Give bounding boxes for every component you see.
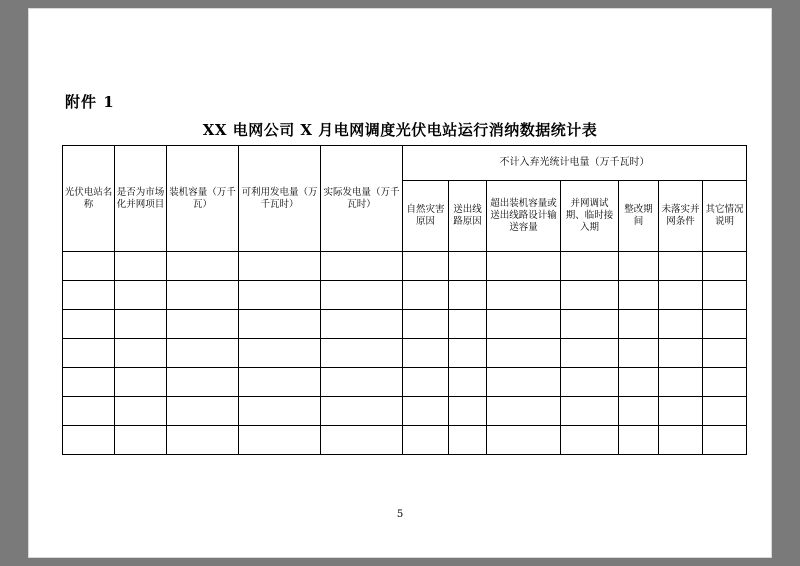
table-cell-station_name[interactable] bbox=[63, 252, 115, 281]
table-cell-market_grid_project[interactable] bbox=[115, 339, 167, 368]
table-cell-grid_commissioning[interactable] bbox=[561, 426, 619, 455]
table-cell-installed_capacity[interactable] bbox=[167, 339, 239, 368]
table-cell-rectification_period[interactable] bbox=[619, 426, 659, 455]
column-header-natural-disaster: 自然灾害原因 bbox=[403, 181, 449, 252]
table-cell-installed_capacity[interactable] bbox=[167, 368, 239, 397]
attachment-label: 附件 1 bbox=[65, 93, 115, 111]
table-cell-over_capacity[interactable] bbox=[487, 281, 561, 310]
table-cell-unfulfilled_conditions[interactable] bbox=[659, 252, 703, 281]
table-cell-station_name[interactable] bbox=[63, 426, 115, 455]
table-row bbox=[63, 397, 747, 426]
table-cell-other_notes[interactable] bbox=[703, 281, 747, 310]
table-cell-market_grid_project[interactable] bbox=[115, 281, 167, 310]
table-cell-outgoing_line[interactable] bbox=[449, 339, 487, 368]
column-header-other-notes: 其它情况说明 bbox=[703, 181, 747, 252]
page-number: 5 bbox=[396, 509, 404, 520]
table-cell-market_grid_project[interactable] bbox=[115, 252, 167, 281]
table-row bbox=[63, 310, 747, 339]
column-header-unfulfilled-conditions: 未落实并网条件 bbox=[659, 181, 703, 252]
table-cell-over_capacity[interactable] bbox=[487, 397, 561, 426]
table-cell-market_grid_project[interactable] bbox=[115, 310, 167, 339]
document-page bbox=[28, 8, 772, 558]
table-cell-natural_disaster[interactable] bbox=[403, 252, 449, 281]
table-cell-grid_commissioning[interactable] bbox=[561, 397, 619, 426]
table-cell-unfulfilled_conditions[interactable] bbox=[659, 397, 703, 426]
table-body bbox=[63, 252, 747, 455]
table-cell-installed_capacity[interactable] bbox=[167, 252, 239, 281]
table-row bbox=[63, 281, 747, 310]
table-cell-over_capacity[interactable] bbox=[487, 310, 561, 339]
table-row bbox=[63, 339, 747, 368]
table-header bbox=[63, 146, 747, 252]
table-cell-over_capacity[interactable] bbox=[487, 252, 561, 281]
table-cell-unfulfilled_conditions[interactable] bbox=[659, 310, 703, 339]
table-cell-grid_commissioning[interactable] bbox=[561, 252, 619, 281]
table-cell-rectification_period[interactable] bbox=[619, 252, 659, 281]
table-cell-market_grid_project[interactable] bbox=[115, 426, 167, 455]
table-cell-available_generation[interactable] bbox=[239, 281, 321, 310]
table-cell-natural_disaster[interactable] bbox=[403, 339, 449, 368]
table-cell-actual_generation[interactable] bbox=[321, 368, 403, 397]
table-cell-unfulfilled_conditions[interactable] bbox=[659, 339, 703, 368]
table-cell-over_capacity[interactable] bbox=[487, 426, 561, 455]
column-header-available-generation: 可利用发电量（万千瓦时） bbox=[239, 146, 321, 252]
table-cell-actual_generation[interactable] bbox=[321, 281, 403, 310]
table-cell-other_notes[interactable] bbox=[703, 397, 747, 426]
table-cell-outgoing_line[interactable] bbox=[449, 281, 487, 310]
table-cell-unfulfilled_conditions[interactable] bbox=[659, 368, 703, 397]
table-cell-market_grid_project[interactable] bbox=[115, 368, 167, 397]
table-cell-installed_capacity[interactable] bbox=[167, 397, 239, 426]
table-cell-over_capacity[interactable] bbox=[487, 368, 561, 397]
table-cell-unfulfilled_conditions[interactable] bbox=[659, 426, 703, 455]
table-cell-natural_disaster[interactable] bbox=[403, 281, 449, 310]
column-group-header-excluded-curtailment: 不计入弃光统计电量（万千瓦时） bbox=[403, 146, 747, 181]
table-cell-rectification_period[interactable] bbox=[619, 281, 659, 310]
table-cell-rectification_period[interactable] bbox=[619, 397, 659, 426]
table-cell-natural_disaster[interactable] bbox=[403, 368, 449, 397]
table-cell-grid_commissioning[interactable] bbox=[561, 339, 619, 368]
statistics-table-container bbox=[62, 145, 744, 455]
table-cell-actual_generation[interactable] bbox=[321, 252, 403, 281]
table-header-row-1 bbox=[63, 146, 747, 181]
table-cell-installed_capacity[interactable] bbox=[167, 426, 239, 455]
table-cell-available_generation[interactable] bbox=[239, 339, 321, 368]
table-cell-station_name[interactable] bbox=[63, 368, 115, 397]
column-header-actual-generation: 实际发电量（万千瓦时） bbox=[321, 146, 403, 252]
table-cell-unfulfilled_conditions[interactable] bbox=[659, 281, 703, 310]
table-cell-grid_commissioning[interactable] bbox=[561, 310, 619, 339]
table-cell-market_grid_project[interactable] bbox=[115, 397, 167, 426]
table-cell-station_name[interactable] bbox=[63, 281, 115, 310]
table-cell-other_notes[interactable] bbox=[703, 252, 747, 281]
table-row bbox=[63, 368, 747, 397]
column-header-market-grid-project: 是否为市场化并网项目 bbox=[115, 146, 167, 252]
table-cell-other_notes[interactable] bbox=[703, 339, 747, 368]
table-cell-station_name[interactable] bbox=[63, 339, 115, 368]
table-cell-available_generation[interactable] bbox=[239, 426, 321, 455]
table-cell-outgoing_line[interactable] bbox=[449, 310, 487, 339]
table-cell-rectification_period[interactable] bbox=[619, 310, 659, 339]
column-header-rectification-period: 整改期间 bbox=[619, 181, 659, 252]
table-cell-grid_commissioning[interactable] bbox=[561, 281, 619, 310]
table-cell-rectification_period[interactable] bbox=[619, 339, 659, 368]
column-header-grid-commissioning: 并网调试期、临时接入期 bbox=[561, 181, 619, 252]
column-header-installed-capacity: 装机容量（万千瓦） bbox=[167, 146, 239, 252]
column-header-over-capacity: 超出装机容量或送出线路设计输送容量 bbox=[487, 181, 561, 252]
column-header-outgoing-line: 送出线路原因 bbox=[449, 181, 487, 252]
table-row bbox=[63, 252, 747, 281]
column-header-station-name: 光伏电站名称 bbox=[63, 146, 115, 252]
page-title: XX 电网公司 X 月电网调度光伏电站运行消纳数据统计表 bbox=[202, 121, 598, 139]
table-cell-other_notes[interactable] bbox=[703, 310, 747, 339]
table-cell-actual_generation[interactable] bbox=[321, 397, 403, 426]
table-cell-other_notes[interactable] bbox=[703, 368, 747, 397]
table-cell-installed_capacity[interactable] bbox=[167, 310, 239, 339]
table-cell-installed_capacity[interactable] bbox=[167, 281, 239, 310]
table-cell-station_name[interactable] bbox=[63, 397, 115, 426]
table-row bbox=[63, 426, 747, 455]
table-cell-actual_generation[interactable] bbox=[321, 310, 403, 339]
table-cell-outgoing_line[interactable] bbox=[449, 397, 487, 426]
table-cell-grid_commissioning[interactable] bbox=[561, 368, 619, 397]
table-cell-over_capacity[interactable] bbox=[487, 339, 561, 368]
table-cell-natural_disaster[interactable] bbox=[403, 426, 449, 455]
statistics-table bbox=[62, 145, 747, 455]
table-cell-actual_generation[interactable] bbox=[321, 339, 403, 368]
table-cell-natural_disaster[interactable] bbox=[403, 310, 449, 339]
table-cell-rectification_period[interactable] bbox=[619, 368, 659, 397]
table-cell-outgoing_line[interactable] bbox=[449, 426, 487, 455]
table-cell-station_name[interactable] bbox=[63, 310, 115, 339]
table-cell-available_generation[interactable] bbox=[239, 397, 321, 426]
table-cell-outgoing_line[interactable] bbox=[449, 252, 487, 281]
table-cell-actual_generation[interactable] bbox=[321, 426, 403, 455]
table-cell-outgoing_line[interactable] bbox=[449, 368, 487, 397]
table-cell-available_generation[interactable] bbox=[239, 368, 321, 397]
table-cell-available_generation[interactable] bbox=[239, 310, 321, 339]
table-cell-other_notes[interactable] bbox=[703, 426, 747, 455]
table-cell-natural_disaster[interactable] bbox=[403, 397, 449, 426]
table-cell-available_generation[interactable] bbox=[239, 252, 321, 281]
